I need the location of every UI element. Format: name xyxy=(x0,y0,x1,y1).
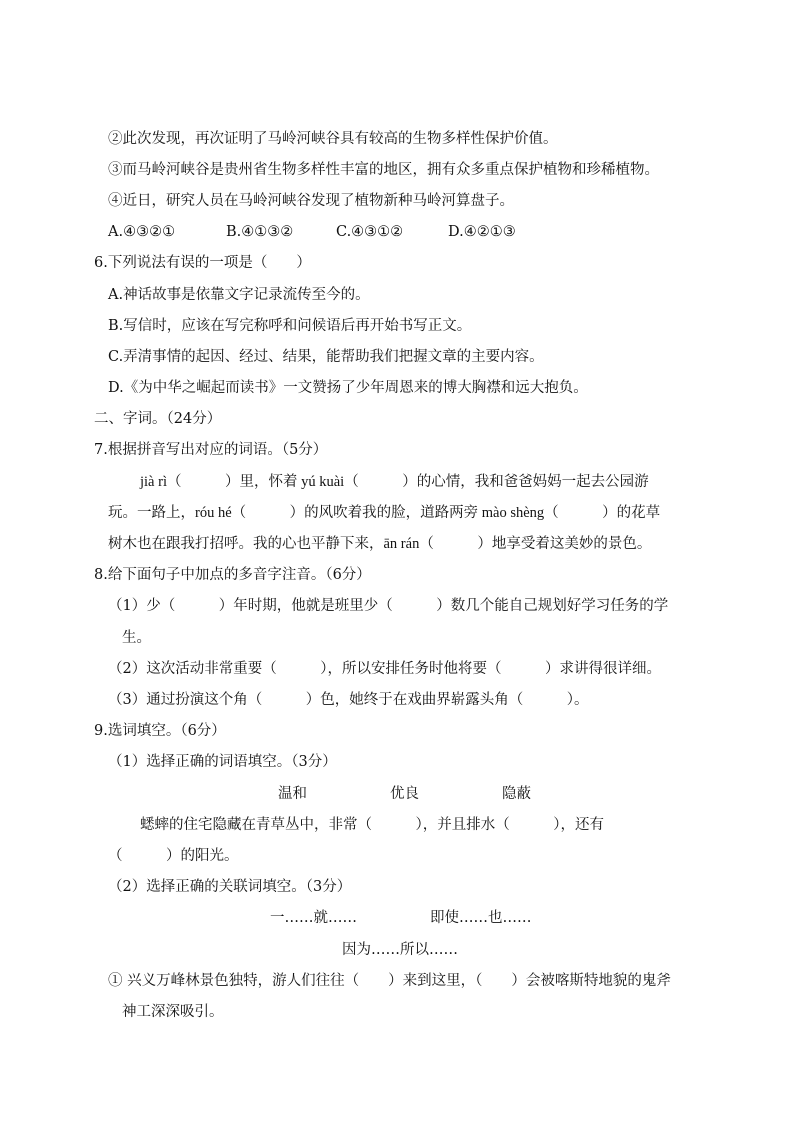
q7-line-1: jià rì（ ）里，怀着 yú kuài（ ）的心情，我和爸爸妈妈一起去公园游 xyxy=(140,474,649,490)
q6-option-d[interactable]: D.《为中华之崛起而读书》一文赞扬了少年周恩来的博大胸襟和远大抱负。 xyxy=(108,380,588,396)
q5-option-b[interactable]: B.④①③② xyxy=(226,224,294,240)
q6-option-a[interactable]: A.神话故事是依靠文字记录流传至今的。 xyxy=(108,287,370,303)
q9-part-1: （1）选择正确的词语填空。（3分） xyxy=(108,754,337,770)
q8-item-2: （2）这次活动非常重要（ ），所以安排任务时他将要（ ）求讲得很详细。 xyxy=(108,661,661,677)
q9-part-2: （2）选择正确的关联词填空。（3分） xyxy=(108,879,352,895)
q8-item-1: （1）少（ ）年时期，他就是班里少（ ）数几个能自己规划好学习任务的学 xyxy=(108,598,669,614)
q8-stem: 8.给下面句子中加点的多音字注音。（6分） xyxy=(94,567,371,583)
q9-conj-2: 即使……也…… xyxy=(430,910,532,926)
q5-sentence-3: ③而马岭河峡谷是贵州省生物多样性丰富的地区，拥有众多重点保护植物和珍稀植物。 xyxy=(108,162,659,178)
q5-sentence-4: ④近日，研究人员在马岭河峡谷发现了植物新种马岭河算盘子。 xyxy=(108,193,514,209)
q6-option-c[interactable]: C.弄清事情的起因、经过、结果，能帮助我们把握文章的主要内容。 xyxy=(108,349,544,365)
q9-conj-3: 因为……所以…… xyxy=(342,942,458,958)
q6-stem: 6.下列说法有误的一项是（ ） xyxy=(94,255,311,271)
q9-word-3: 隐蔽 xyxy=(502,786,531,802)
q6-option-b[interactable]: B.写信时，应该在写完称呼和问候语后再开始书写正文。 xyxy=(108,318,472,334)
q5-option-d[interactable]: D.④②①③ xyxy=(448,224,516,240)
q9-sentence-1-cont: （ ）的阳光。 xyxy=(108,848,239,864)
q9-item-1-cont: 神工深深吸引。 xyxy=(122,1004,224,1020)
q8-item-3: （3）通过扮演这个角（ ）色，她终于在戏曲界崭露头角（ ）。 xyxy=(108,692,589,708)
section-2-heading: 二、字词。（24分） xyxy=(94,411,222,427)
q9-word-2: 优良 xyxy=(390,786,419,802)
q9-stem: 9.选词填空。（6分） xyxy=(94,723,226,739)
q5-sentence-2: ②此次发现，再次证明了马岭河峡谷具有较高的生物多样性保护价值。 xyxy=(108,131,558,147)
q5-options xyxy=(108,221,516,243)
q9-conj-1: 一……就…… xyxy=(270,910,357,926)
q9-item-1: ① 兴义万峰林景色独特，游人们往往（ ）来到这里，（ ）会被喀斯特地貌的鬼斧 xyxy=(108,973,671,989)
q9-word-1: 温和 xyxy=(278,786,307,802)
q8-item-1-cont: 生。 xyxy=(122,630,151,646)
q5-option-c[interactable]: C.④③①② xyxy=(336,224,404,240)
q7-line-2: 玩。一路上，róu hé（ ）的风吹着我的脸，道路两旁 mào shèng（ ）的花草 xyxy=(108,505,661,521)
q7-line-3: 树木也在跟我打招呼。我的心也平静下来，ān rán（ ）地享受着这美妙的景色。 xyxy=(108,536,652,552)
q5-option-a[interactable]: A.④③②① xyxy=(108,224,176,240)
q7-stem: 7.根据拼音写出对应的词语。（5分） xyxy=(94,442,328,458)
q9-sentence-1: 蟋蟀的住宅隐藏在青草丛中，非常（ ），并且排水（ ），还有 xyxy=(140,817,604,833)
